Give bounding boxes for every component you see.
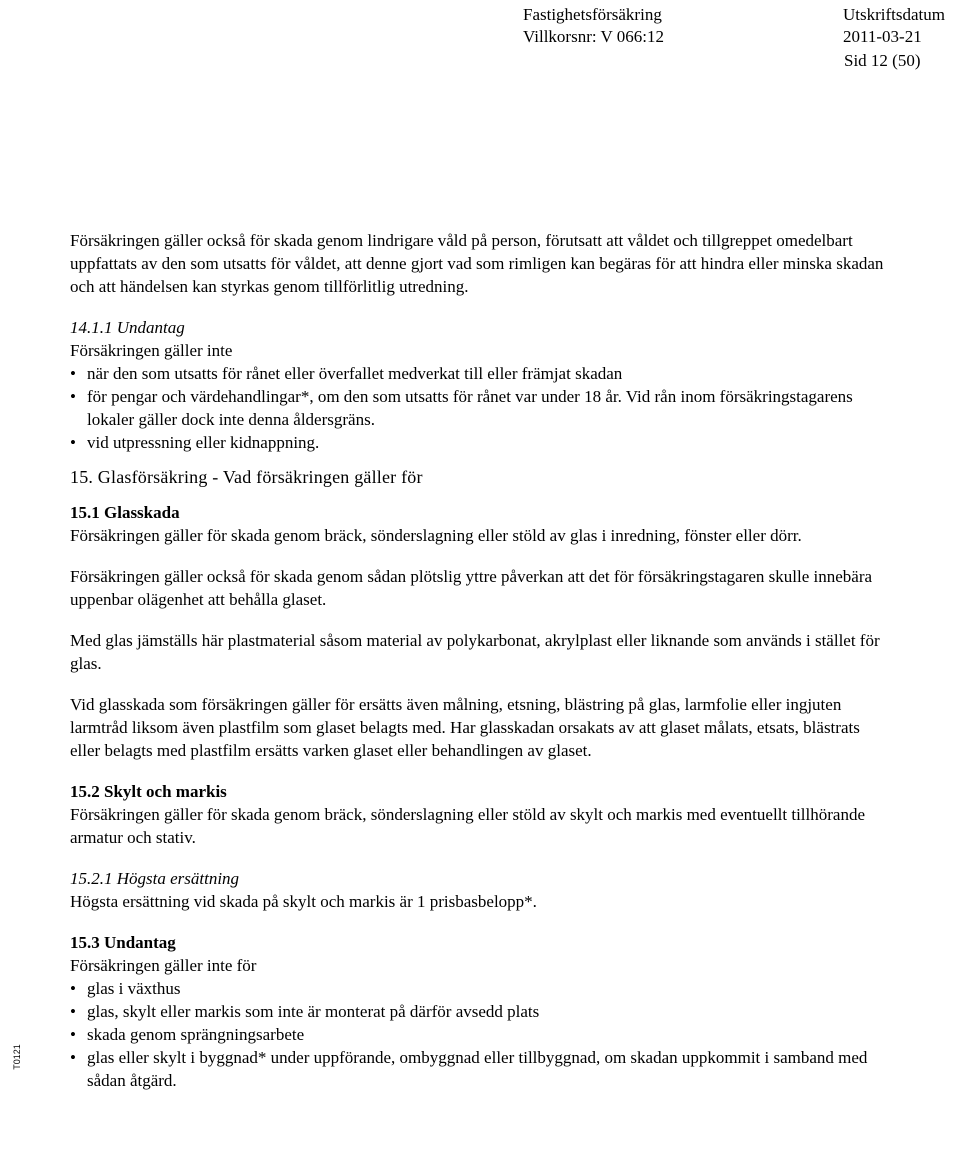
section-15-1-paragraph: Vid glasskada som försäkringen gäller för ersätts även målning, etsning, blästring på glas, larmfolie eller ingjuten larmtråd liksom även plastfilm som glaset belagts med. Har glasskadan orsakats av att glaset målats, etsats, blästrats eller belagts med plastfilm ersätts varken glaset eller behandlingen av glaset. xyxy=(70,695,860,760)
bullet-icon: • xyxy=(70,433,76,452)
section-15-3-list xyxy=(70,977,890,1092)
list-item: • för pengar och värdehandlingar*, om den som utsatts för rånet var under 18 år. Vid rån inom försäkringstagarens lokaler gäller dock inte denna åldersgräns. xyxy=(70,387,853,429)
section-15-3-lead: Försäkringen gäller inte för xyxy=(70,956,257,975)
header-page-number: Sid 12 (50) xyxy=(844,51,921,70)
intro-paragraph: Försäkringen gäller också för skada genom lindrigare våld på person, förutsatt att våldet och tillgreppet omedelbart uppfattats av den som utsatts för våldet, att denne gjort vad som rimligen kan begäras för att hindra eller minska skadan och att händelsen kan styrkas genom tillförlitlig utredning. xyxy=(70,231,884,296)
bullet-icon: • xyxy=(70,1048,76,1067)
section-15-heading: 15. Glasförsäkring - Vad försäkringen gäller för xyxy=(70,467,423,487)
bullet-icon: • xyxy=(70,364,76,383)
section-14-1-1-heading: 14.1.1 Undantag xyxy=(70,318,185,337)
bullet-icon: • xyxy=(70,1002,76,1021)
section-15-1-paragraph: Med glas jämställs här plastmaterial såsom material av polykarbonat, akrylplast eller liknande som används i stället för glas. xyxy=(70,631,880,673)
section-15-2-paragraph: Försäkringen gäller för skada genom bräck, sönderslagning eller stöld av skylt och markis med eventuellt tillhörande armatur och stativ. xyxy=(70,805,866,847)
list-item: • skada genom sprängningsarbete xyxy=(70,1025,305,1044)
list-item: • när den som utsatts för rånet eller överfallet medverkat till eller främjat skadan xyxy=(70,364,623,383)
bullet-icon: • xyxy=(70,387,76,406)
section-15-1-heading: 15.1 Glasskada xyxy=(70,503,180,522)
section-14-1-1-lead: Försäkringen gäller inte xyxy=(70,341,233,360)
section-15-2-1-heading: 15.2.1 Högsta ersättning xyxy=(70,869,240,888)
section-15-3-heading: 15.3 Undantag xyxy=(70,933,176,952)
section-15-1-paragraph: Försäkringen gäller också för skada genom sådan plötslig yttre påverkan att det för försäkringstagaren skulle innebära uppenbar olägenhet att behålla glaset. xyxy=(70,567,873,609)
header-print-date: 2011-03-21 xyxy=(843,27,922,46)
list-item: • vid utpressning eller kidnappning. xyxy=(70,433,320,452)
document-body xyxy=(70,229,890,1092)
bullet-icon: • xyxy=(70,979,76,998)
bullet-icon: • xyxy=(70,1025,76,1044)
header-doc-type: Fastighetsförsäkring xyxy=(523,5,662,24)
list-item: • glas eller skylt i byggnad* under uppförande, ombyggnad eller tillbyggnad, om skadan uppkommit i samband med sådan åtgärd. xyxy=(70,1048,868,1090)
section-15-1-paragraph: Försäkringen gäller för skada genom bräck, sönderslagning eller stöld av glas i inredning, fönster eller dörr. xyxy=(70,526,802,545)
section-15-2-heading: 15.2 Skylt och markis xyxy=(70,782,227,801)
side-form-code: T0121 xyxy=(12,1044,22,1070)
list-item: • glas, skylt eller markis som inte är monterat på därför avsedd plats xyxy=(70,1002,540,1021)
section-14-1-1-list xyxy=(70,362,890,454)
header-print-date-label: Utskriftsdatum xyxy=(843,5,945,24)
section-15-2-1-paragraph: Högsta ersättning vid skada på skylt och markis är 1 prisbasbelopp*. xyxy=(70,892,537,911)
list-item: • glas i växthus xyxy=(70,979,181,998)
header-terms-number: Villkorsnr: V 066:12 xyxy=(523,27,664,46)
